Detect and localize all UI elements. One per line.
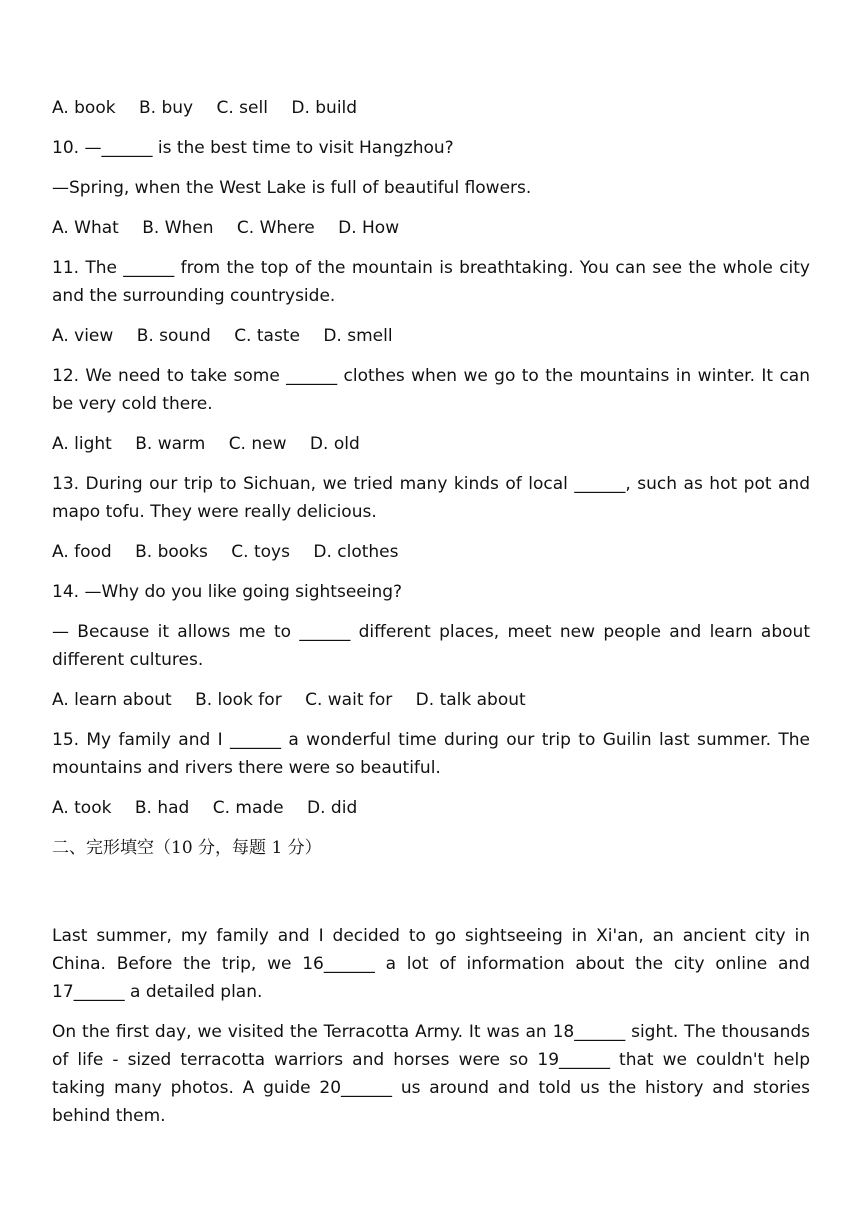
- q11-options: [52, 322, 810, 350]
- q12-option-a: A. light: [52, 434, 112, 454]
- q9-option-a: A. book: [52, 98, 116, 118]
- q15-option-b: B. had: [134, 798, 190, 818]
- q14-option-a: A. learn about: [52, 690, 172, 710]
- q10-option-a: A. What: [52, 218, 119, 238]
- q13-option-c: C. toys: [231, 542, 290, 562]
- q9-options: [52, 94, 810, 122]
- q14-option-d: D. talk about: [415, 690, 526, 710]
- q11-stem: 11. The ______ from the top of the mountain is breathtaking. You can see the whole city and the surrounding countryside.: [52, 258, 810, 306]
- q14-option-c: C. wait for: [305, 690, 393, 710]
- q10-option-c: C. Where: [236, 218, 315, 238]
- q12-option-b: B. warm: [135, 434, 206, 454]
- q10-option-b: B. When: [142, 218, 214, 238]
- q12-options: [52, 430, 810, 458]
- q11-option-b: B. sound: [136, 326, 211, 346]
- q15-option-d: D. did: [307, 798, 358, 818]
- q13-option-a: A. food: [52, 542, 112, 562]
- q15-option-c: C. made: [212, 798, 284, 818]
- q10-option-d: D. How: [338, 218, 400, 238]
- q10-reply: —Spring, when the West Lake is full of beautiful flowers.: [52, 178, 532, 198]
- q12-option-d: D. old: [309, 434, 360, 454]
- q15-stem: 15. My family and I ______ a wonderful time during our trip to Guilin last summer. The mountains and rivers there were so beautiful.: [52, 730, 810, 778]
- q9-option-c: C. sell: [216, 98, 268, 118]
- q14-reply: — Because it allows me to ______ different places, meet new people and learn about different cultures.: [52, 622, 810, 670]
- q14-options: [52, 686, 810, 714]
- q13-option-d: D. clothes: [313, 542, 399, 562]
- q11-option-d: D. smell: [323, 326, 393, 346]
- q14-stem: 14. —Why do you like going sightseeing?: [52, 582, 403, 602]
- q14-option-b: B. look for: [195, 690, 282, 710]
- q11-option-a: A. view: [52, 326, 114, 346]
- q11-option-c: C. taste: [234, 326, 300, 346]
- exam-page: [52, 94, 810, 1142]
- cloze-paragraph-1: Last summer, my family and I decided to go sightseeing in Xi'an, an ancient city in China. Before the trip, we 16______ a lot of information about the city online and 17______ a detailed plan.: [52, 926, 810, 1002]
- cloze-paragraph-2: On the first day, we visited the Terracotta Army. It was an 18______ sight. The thousands of life - sized terracotta warriors and horses were so 19______ that we couldn't help taking many photos. A guide 20______ us around and told us the history and stories behind them.: [52, 1022, 810, 1126]
- q10-options: [52, 214, 810, 242]
- q10-stem: 10. —______ is the best time to visit Hangzhou?: [52, 138, 454, 158]
- q13-stem: 13. During our trip to Sichuan, we tried many kinds of local ______, such as hot pot and mapo tofu. They were really delicious.: [52, 474, 810, 522]
- q13-option-b: B. books: [135, 542, 208, 562]
- q15-option-a: A. took: [52, 798, 112, 818]
- section-heading: 二、完形填空（10 分，每题 1 分）: [52, 838, 322, 858]
- q12-option-c: C. new: [228, 434, 287, 454]
- q9-option-d: D. build: [291, 98, 358, 118]
- q12-stem: 12. We need to take some ______ clothes when we go to the mountains in winter. It can be very cold there.: [52, 366, 810, 414]
- q13-options: [52, 538, 810, 566]
- q9-option-b: B. buy: [138, 98, 194, 118]
- q15-options: [52, 794, 810, 822]
